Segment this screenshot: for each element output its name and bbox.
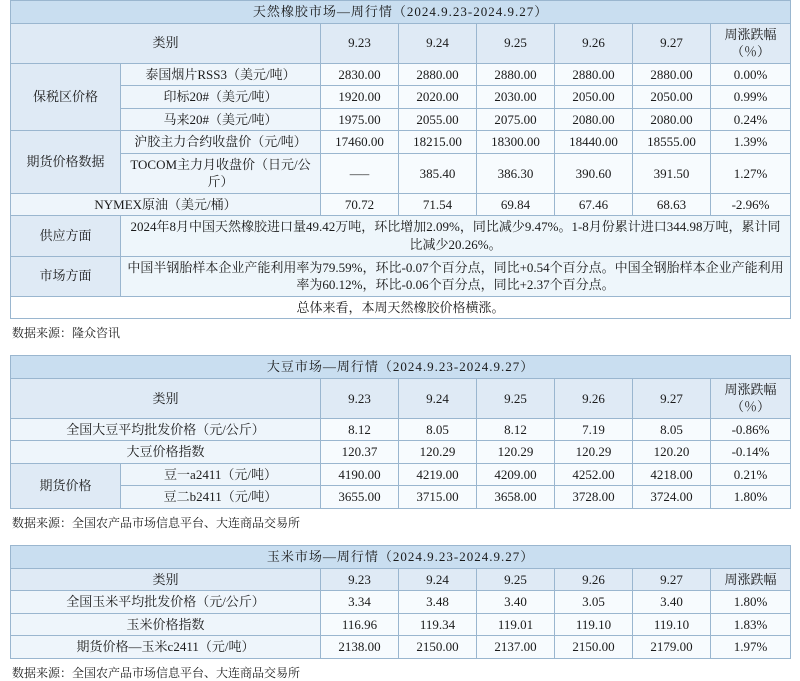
table-header-row [11, 23, 791, 63]
cell-value: 2080.00 [555, 108, 633, 131]
cell-value: 3655.00 [321, 486, 399, 509]
cell-change: 0.24% [711, 108, 791, 131]
group-label-futures-data: 期货价格数据 [11, 131, 121, 194]
section-label-market: 市场方面 [11, 256, 121, 296]
cell-value: 1975.00 [321, 108, 399, 131]
cell-value: 2075.00 [477, 108, 555, 131]
column-header-date-5: 9.27 [633, 568, 711, 591]
section-text-market: 中国半钢胎样本企业产能利用率为79.59%，环比-0.07个百分点，同比+0.54个百分点。中国全钢胎样本企业产能利用率为60.12%，环比-0.06个百分点，同比+2.37个百分点。 [121, 256, 791, 296]
cell-value: 4190.00 [321, 463, 399, 486]
cell-value: 385.40 [399, 153, 477, 193]
block-spacer [0, 531, 800, 545]
cell-value: 3.34 [321, 591, 399, 614]
cell-value: 120.29 [399, 441, 477, 464]
cell-value: 3728.00 [555, 486, 633, 509]
cell-value: 70.72 [321, 193, 399, 216]
corn-market-block [0, 545, 800, 681]
cell-change: -0.14% [711, 441, 791, 464]
soybean-market-table [10, 355, 791, 509]
cell-change: 1.27% [711, 153, 791, 193]
table-row [11, 486, 791, 509]
cell-value: 17460.00 [321, 131, 399, 154]
cell-value: 391.50 [633, 153, 711, 193]
table-header-row [11, 378, 791, 418]
table-row [11, 418, 791, 441]
cell-value: 1920.00 [321, 86, 399, 109]
row-category: 马来20#（美元/吨） [121, 108, 321, 131]
row-category: 期货价格—玉米c2411（元/吨） [11, 636, 321, 659]
cell-value: 2080.00 [633, 108, 711, 131]
cell-value: 120.29 [555, 441, 633, 464]
table-row [11, 256, 791, 296]
row-category: 泰国烟片RSS3（美元/吨） [121, 63, 321, 86]
column-header-date-2: 9.24 [399, 378, 477, 418]
column-header-date-5: 9.27 [633, 378, 711, 418]
column-header-date-5: 9.27 [633, 23, 711, 63]
cell-value: 71.54 [399, 193, 477, 216]
soybean-market-block [0, 355, 800, 531]
table-row [11, 193, 791, 216]
table-row [11, 86, 791, 109]
cell-value: 2050.00 [633, 86, 711, 109]
rubber-market-table [10, 0, 791, 319]
cell-value: 2880.00 [399, 63, 477, 86]
cell-value: 4252.00 [555, 463, 633, 486]
row-category: 大豆价格指数 [11, 441, 321, 464]
row-category: 全国大豆平均批发价格（元/公斤） [11, 418, 321, 441]
cell-value: 2179.00 [633, 636, 711, 659]
column-header-change: 周涨跌幅（％） [711, 378, 791, 418]
cell-value: 8.05 [399, 418, 477, 441]
cell-value: 2050.00 [555, 86, 633, 109]
cell-change: 1.80% [711, 486, 791, 509]
source-note-rubber: 数据来源：隆众咨讯 [12, 326, 121, 341]
cell-change: 0.21% [711, 463, 791, 486]
row-category: NYMEX原油（美元/桶） [11, 193, 321, 216]
column-header-date-2: 9.24 [399, 23, 477, 63]
cell-change: 1.80% [711, 591, 791, 614]
source-note-corn: 数据来源：全国农产品市场信息平台、大连商品交易所 [12, 665, 301, 680]
summary-text: 总体来看，本周天然橡胶价格横涨。 [11, 296, 791, 319]
cell-value: 390.60 [555, 153, 633, 193]
row-category: 沪胶主力合约收盘价（元/吨） [121, 131, 321, 154]
cell-value: 2020.00 [399, 86, 477, 109]
cell-value: 2150.00 [555, 636, 633, 659]
cell-value: 18215.00 [399, 131, 477, 154]
cell-value: 67.46 [555, 193, 633, 216]
row-category: 豆二b2411（元/吨） [121, 486, 321, 509]
cell-value: 4209.00 [477, 463, 555, 486]
table-row [11, 296, 791, 319]
table-title-row [11, 356, 791, 379]
row-category: 全国玉米平均批发价格（元/公斤） [11, 591, 321, 614]
table-title: 玉米市场—周行情（2024.9.23-2024.9.27） [11, 546, 791, 569]
cell-value: —– [321, 153, 399, 193]
column-header-date-4: 9.26 [555, 23, 633, 63]
column-header-date-3: 9.25 [477, 378, 555, 418]
table-title: 天然橡胶市场—周行情（2024.9.23-2024.9.27） [11, 1, 791, 24]
cell-change: 0.99% [711, 86, 791, 109]
cell-value: 2830.00 [321, 63, 399, 86]
column-header-category: 类别 [11, 378, 321, 418]
column-header-date-1: 9.23 [321, 378, 399, 418]
cell-change: -2.96% [711, 193, 791, 216]
cell-value: 2137.00 [477, 636, 555, 659]
table-row [11, 591, 791, 614]
cell-value: 8.12 [321, 418, 399, 441]
column-header-category: 类别 [11, 23, 321, 63]
cell-value: 3715.00 [399, 486, 477, 509]
cell-value: 119.34 [399, 613, 477, 636]
cell-value: 69.84 [477, 193, 555, 216]
cell-value: 119.10 [555, 613, 633, 636]
column-header-date-2: 9.24 [399, 568, 477, 591]
column-header-change: 周涨跌幅（％） [711, 23, 791, 63]
table-header-row [11, 568, 791, 591]
column-header-category: 类别 [11, 568, 321, 591]
cell-value: 18440.00 [555, 131, 633, 154]
cell-value: 2138.00 [321, 636, 399, 659]
cell-value: 120.20 [633, 441, 711, 464]
cell-value: 2880.00 [477, 63, 555, 86]
cell-value: 120.37 [321, 441, 399, 464]
cell-value: 4219.00 [399, 463, 477, 486]
cell-value: 386.30 [477, 153, 555, 193]
table-row [11, 131, 791, 154]
cell-value: 3.48 [399, 591, 477, 614]
section-text-supply: 2024年8月中国天然橡胶进口量49.42万吨，环比增加2.09%，同比减少9.47%。1-8月份累计进口344.98万吨，累计同比减少20.26%。 [121, 216, 791, 256]
table-row [11, 63, 791, 86]
cell-change: 1.83% [711, 613, 791, 636]
cell-value: 119.01 [477, 613, 555, 636]
group-label-futures-price: 期货价格 [11, 463, 121, 508]
cell-change: -0.86% [711, 418, 791, 441]
table-title-row [11, 1, 791, 24]
cell-value: 119.10 [633, 613, 711, 636]
block-spacer [0, 341, 800, 355]
cell-value: 2030.00 [477, 86, 555, 109]
table-row [11, 441, 791, 464]
group-label-bonded-price: 保税区价格 [11, 63, 121, 131]
cell-value: 2150.00 [399, 636, 477, 659]
cell-value: 18555.00 [633, 131, 711, 154]
cell-value: 8.12 [477, 418, 555, 441]
table-row [11, 216, 791, 256]
cell-value: 18300.00 [477, 131, 555, 154]
row-category: TOCOM主力月收盘价（日元/公斤） [121, 153, 321, 193]
cell-value: 3.40 [633, 591, 711, 614]
cell-value: 2880.00 [555, 63, 633, 86]
row-category: 玉米价格指数 [11, 613, 321, 636]
cell-value: 120.29 [477, 441, 555, 464]
column-header-change: 周涨跌幅 [711, 568, 791, 591]
cell-value: 7.19 [555, 418, 633, 441]
column-header-date-4: 9.26 [555, 378, 633, 418]
corn-market-table [10, 545, 791, 659]
row-category: 印标20#（美元/吨） [121, 86, 321, 109]
column-header-date-3: 9.25 [477, 23, 555, 63]
cell-change: 1.39% [711, 131, 791, 154]
column-header-date-4: 9.26 [555, 568, 633, 591]
table-title-row [11, 546, 791, 569]
cell-value: 3658.00 [477, 486, 555, 509]
cell-value: 8.05 [633, 418, 711, 441]
cell-value: 3.40 [477, 591, 555, 614]
section-label-supply: 供应方面 [11, 216, 121, 256]
cell-value: 116.96 [321, 613, 399, 636]
row-category: 豆一a2411（元/吨） [121, 463, 321, 486]
table-row [11, 636, 791, 659]
cell-value: 3.05 [555, 591, 633, 614]
cell-change: 0.00% [711, 63, 791, 86]
column-header-date-3: 9.25 [477, 568, 555, 591]
table-row [11, 108, 791, 131]
cell-value: 2055.00 [399, 108, 477, 131]
table-row [11, 153, 791, 193]
table-title: 大豆市场—周行情（2024.9.23-2024.9.27） [11, 356, 791, 379]
cell-value: 4218.00 [633, 463, 711, 486]
cell-value: 68.63 [633, 193, 711, 216]
table-row [11, 613, 791, 636]
column-header-date-1: 9.23 [321, 23, 399, 63]
cell-value: 3724.00 [633, 486, 711, 509]
cell-value: 2880.00 [633, 63, 711, 86]
cell-change: 1.97% [711, 636, 791, 659]
source-note-soybean: 数据来源：全国农产品市场信息平台、大连商品交易所 [12, 516, 301, 531]
column-header-date-1: 9.23 [321, 568, 399, 591]
table-row [11, 463, 791, 486]
